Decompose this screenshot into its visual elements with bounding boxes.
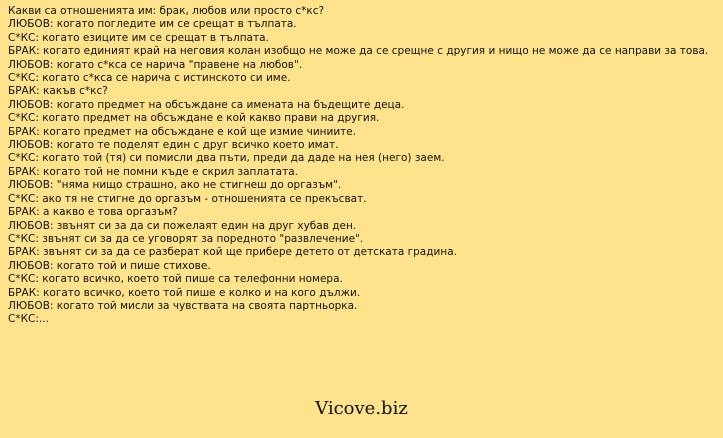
joke-line: ЛЮБОВ: когато той мисли за чувствата на своята партньорка. (8, 299, 358, 312)
joke-line: БРАК: когато предмет на обсъждане е кой ще измие чиниите. (8, 125, 357, 138)
joke-title: Какви са отношенията им: брак, любов или просто с*кс? (8, 5, 325, 17)
joke-line: ЛЮБОВ: когато те поделят един с друг всичко което имат. (8, 139, 339, 152)
joke-line: БРАК: когато всичко, което той пише е колко и на кого дължи. (8, 286, 361, 299)
joke-line: БРАК: когато той не помни къде е скрил заплатата. (8, 165, 298, 178)
joke-line: ЛЮБОВ: звънят си за да си пожелаят един на друг хубав ден. (8, 219, 357, 232)
joke-line: ЛЮБОВ: когато погледите им се срещат в тълпата. (8, 18, 297, 31)
site-watermark: Vicove.biz (315, 398, 408, 419)
joke-line: ЛЮБОВ: когато с*кса се нарича "правене на любов". (8, 58, 303, 71)
joke-text (8, 5, 716, 327)
joke-line: С*КС: когато с*кса се нарича с истинското си име. (8, 72, 291, 85)
joke-line: С*КС: когато езиците им се срещат в тълпата. (8, 31, 269, 44)
joke-line: С*КС: когато всичко, което той пише са телефонни номера. (8, 273, 343, 286)
joke-line: С*КС:... (8, 313, 49, 326)
joke-line: С*КС: когато той (тя) си помисли два пъти, преди да даде на нея (него) заем. (8, 152, 445, 165)
joke-line: БРАК: когато единият край на неговия колан изобщо не може да се срещне с другия и нищо не може да се направи за това. (8, 45, 709, 58)
joke-line: БРАК: звънят си за да се разберат кой ще прибере детето от детската градина. (8, 246, 457, 259)
joke-line: ЛЮБОВ: "няма нищо страшно, ако не стигнеш до оргазъм". (8, 179, 342, 192)
joke-line: С*КС: звънят си за да се уговорят за поредното "развлечение". (8, 232, 364, 245)
joke-line: ЛЮБОВ: когато предмет на обсъждане са имената на бъдещите деца. (8, 98, 405, 111)
joke-line: БРАК: а какво е това оргазъм? (8, 206, 178, 219)
joke-line: ЛЮБОВ: когато той и пише стихове. (8, 259, 211, 272)
joke-line: С*КС: ако тя не стигне до оргазъм - отношенията се прекъсват. (8, 192, 367, 205)
joke-line: БРАК: какъв с*кс? (8, 85, 108, 98)
joke-line: С*КС: когато предмет на обсъждане е кой какво прави на другия. (8, 112, 380, 125)
